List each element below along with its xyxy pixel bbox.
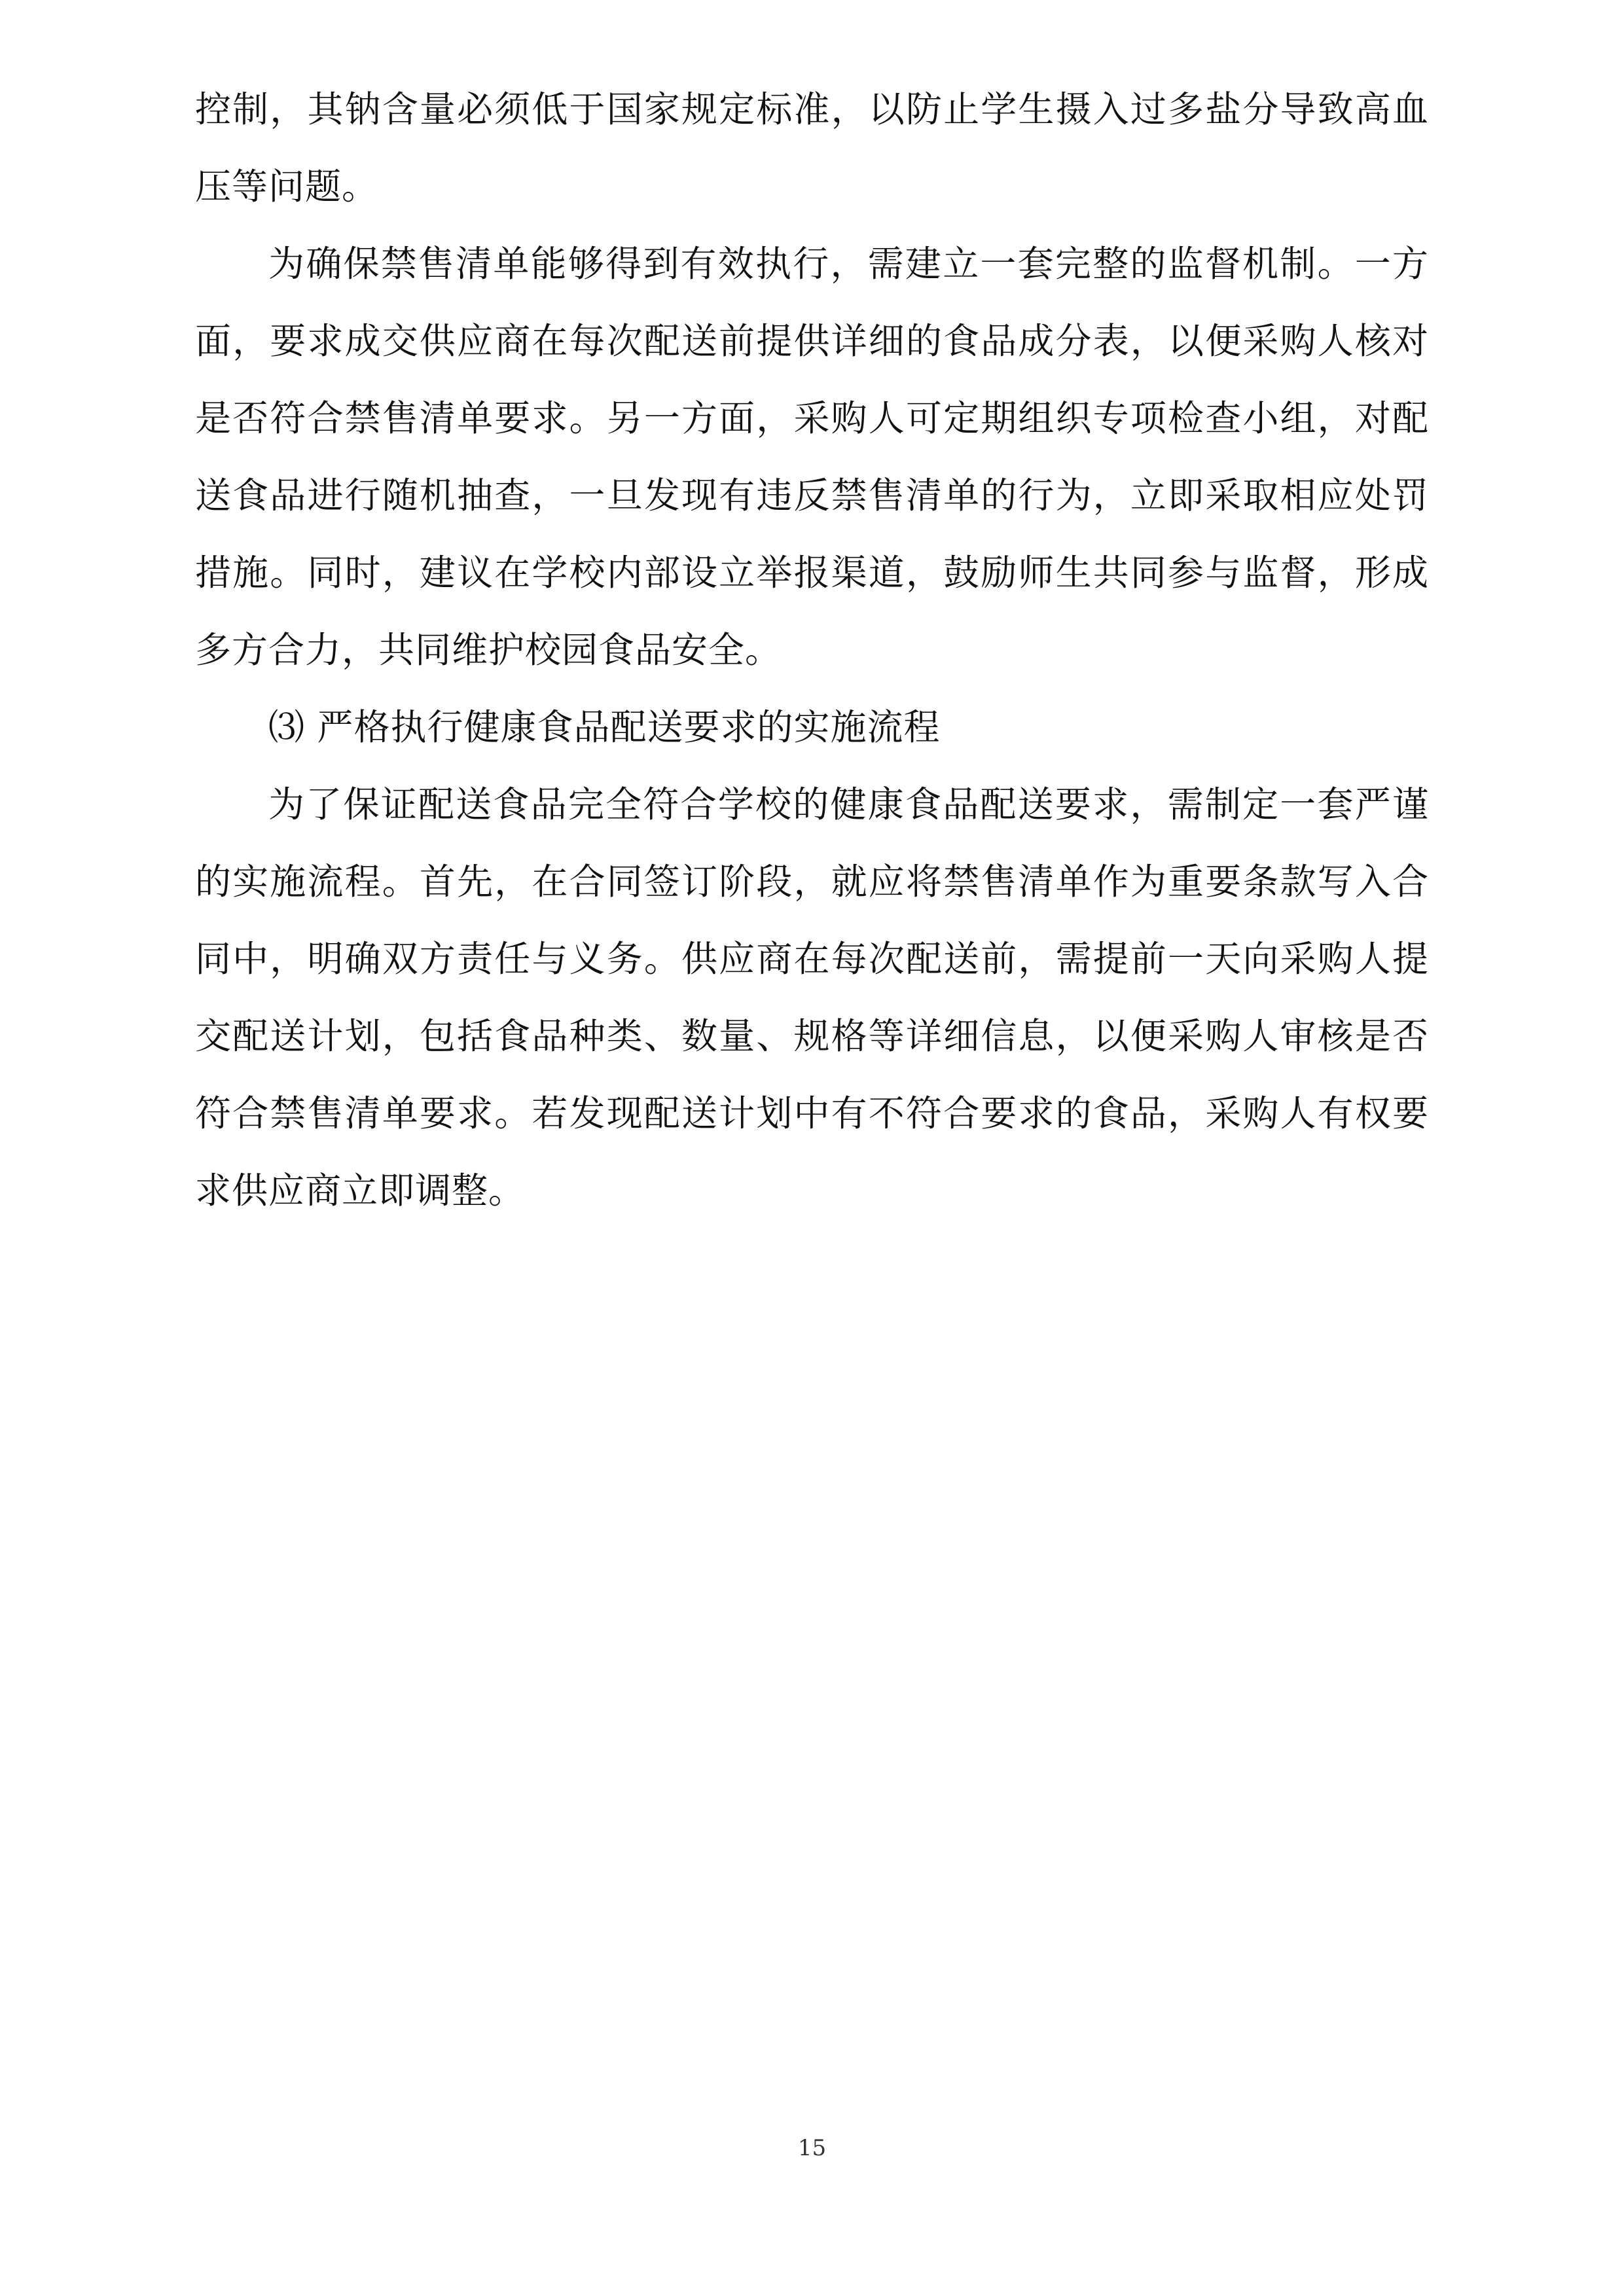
paragraph-supervision-mechanism: 为确保禁售清单能够得到有效执行，需建立一套完整的监督机制。一方面，要求成交供应商在每次配送前提供详细的食品成分表，以便采购人核对是否符合禁售清单要求。另一方面，采购人可定期组织专项检查小组，对配送食品进行随机抽查，一旦发现有违反禁售清单的行为，立即采取相应处罚措施。同时，建议在学校内部设立举报渠道，鼓励师生共同参与监督，形成多方合力，共同维护校园食品安全。	[195, 243, 1429, 671]
paragraph-continuation: 控制，其钠含量必须低于国家规定标准，以防止学生摄入过多盐分导致高血压等问题。	[195, 88, 1429, 207]
section-heading: ⑶ 严格执行健康食品配送要求的实施流程	[268, 706, 941, 748]
paragraph-implementation-process: 为了保证配送食品完全符合学校的健康食品配送要求，需制定一套严谨的实施流程。首先，在合同签订阶段，就应将禁售清单作为重要条款写入合同中，明确双方责任与义务。供应商在每次配送前，需提前一天向采购人提交配送计划，包括食品种类、数量、规格等详细信息，以便采购人审核是否符合禁售清单要求。若发现配送计划中有不符合要求的食品，采购人有权要求供应商立即调整。	[195, 783, 1429, 1211]
body-text	[195, 71, 1429, 1229]
page-number: 15	[797, 2135, 827, 2161]
